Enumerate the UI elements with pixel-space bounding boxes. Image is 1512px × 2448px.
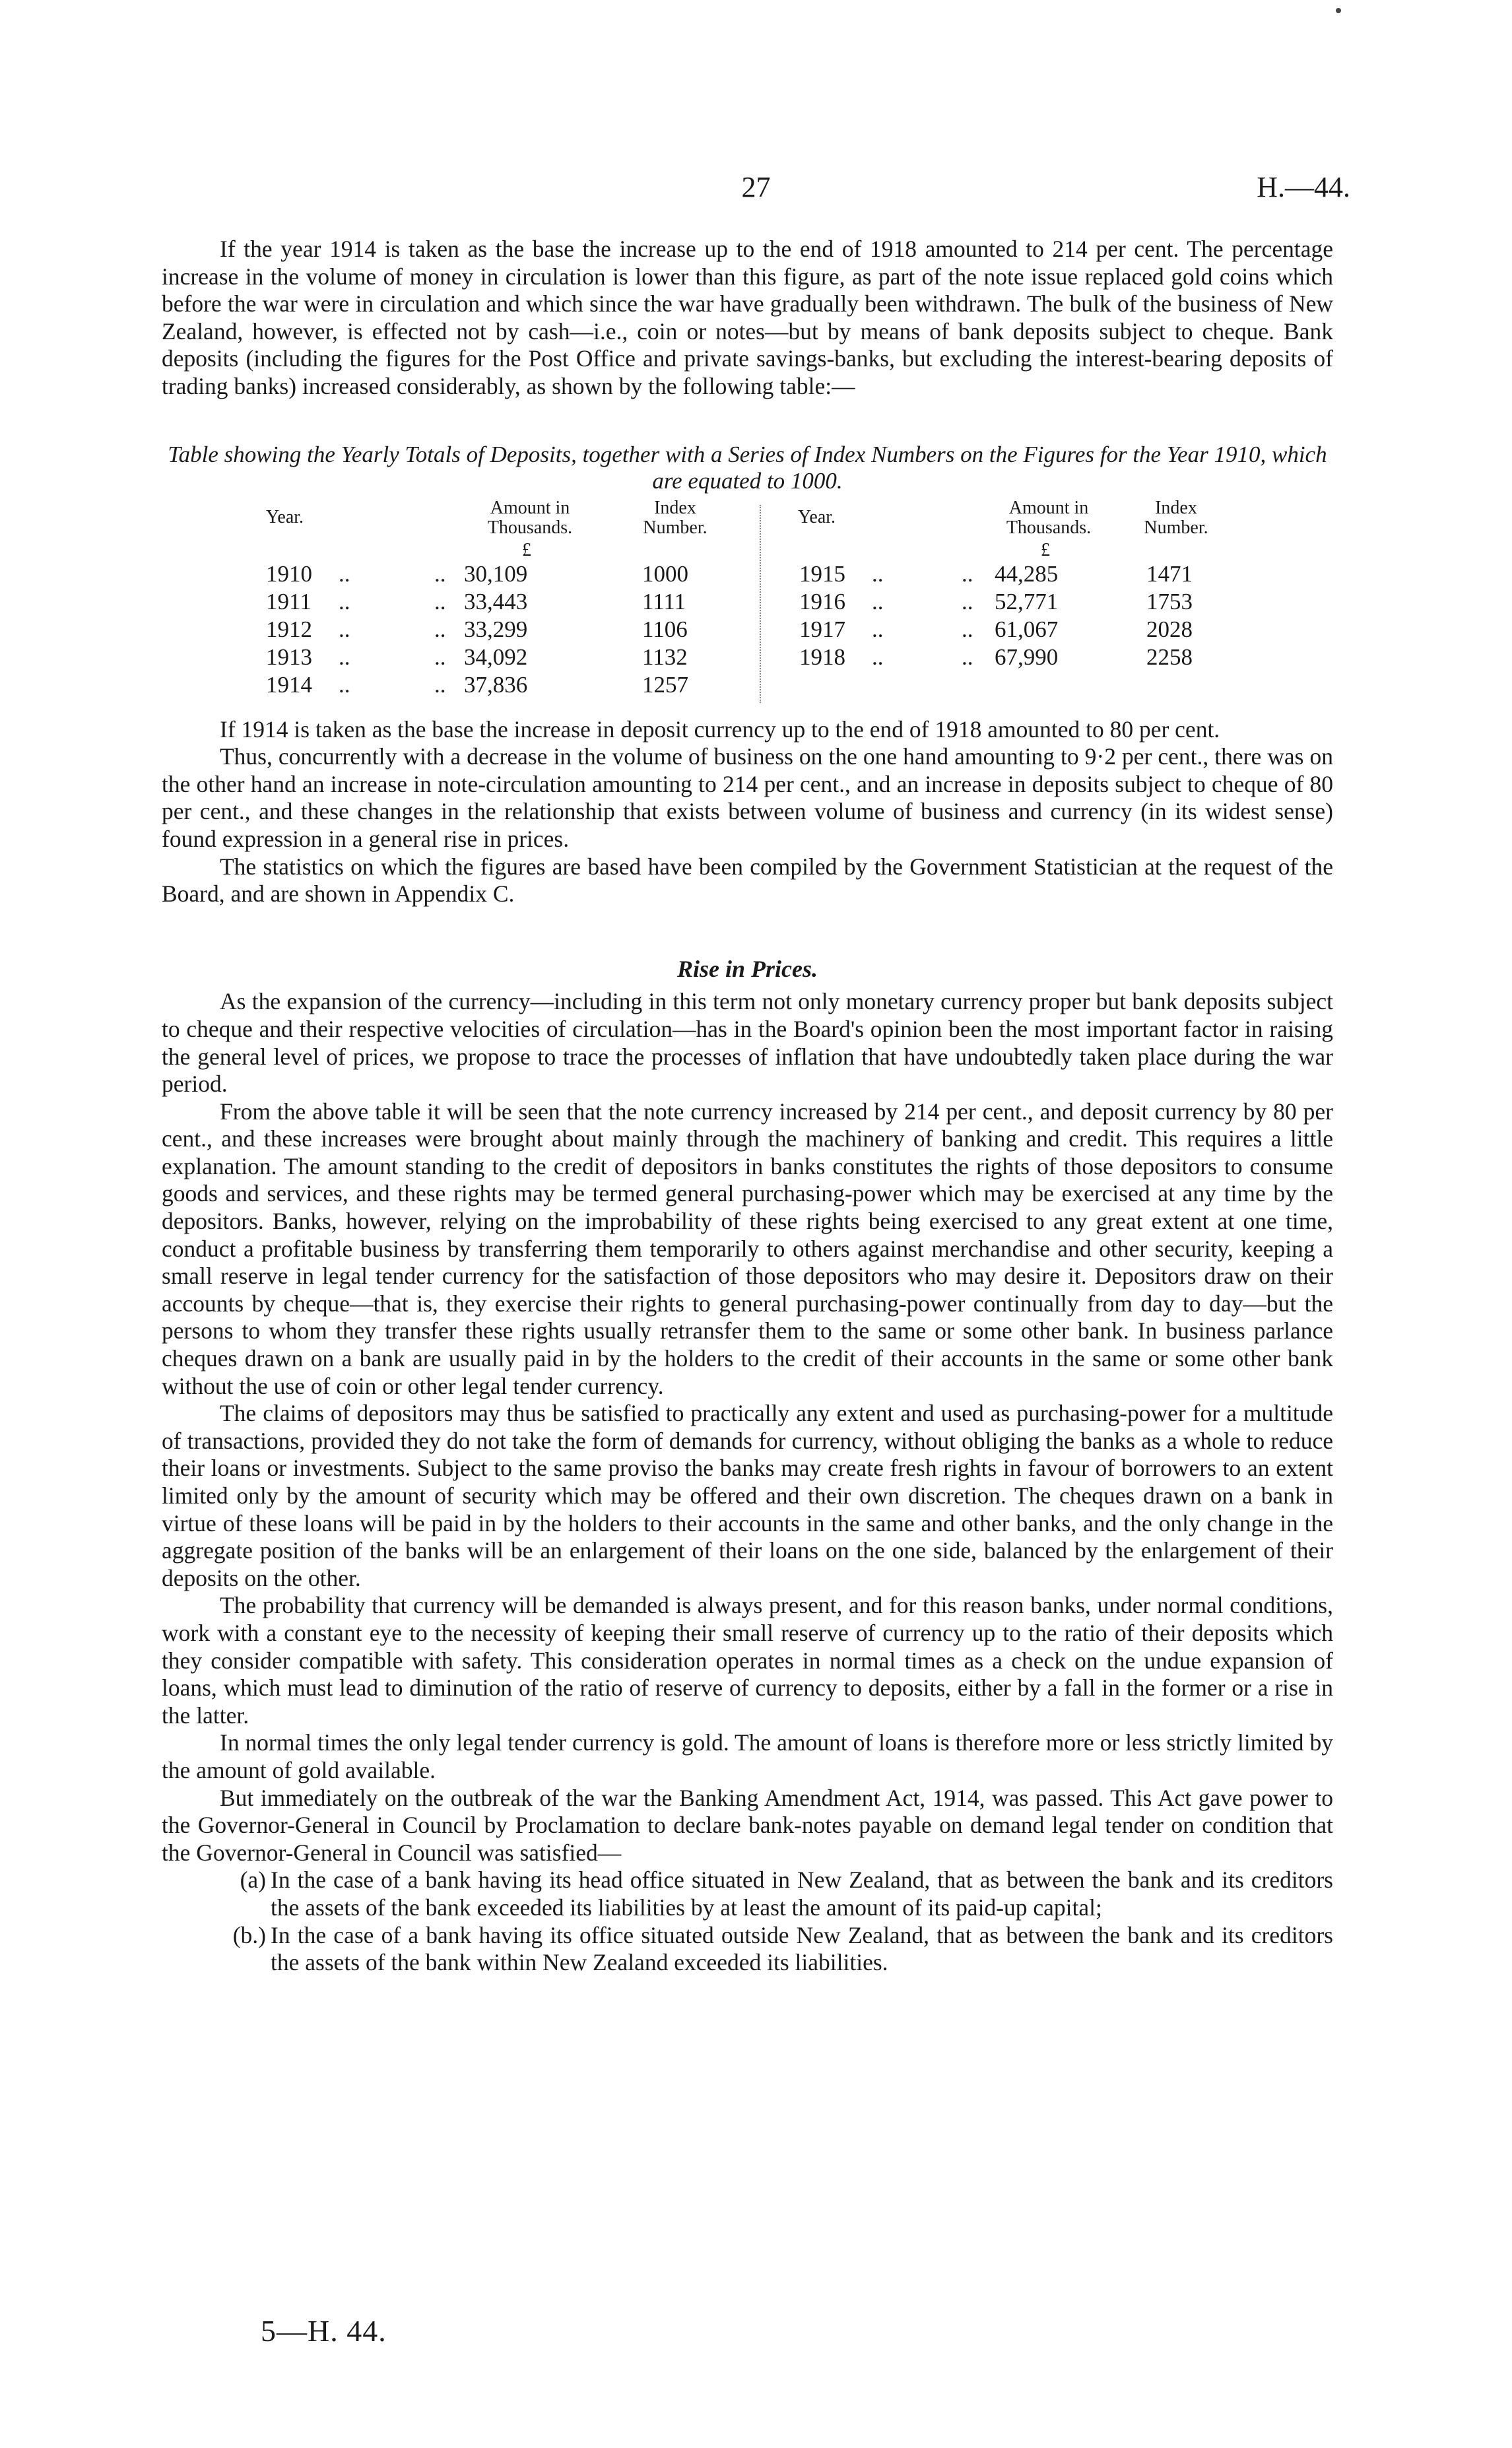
leader-dots: .. (339, 588, 350, 614)
table-row (266, 588, 728, 616)
amount-cell: 30,109 (464, 560, 528, 587)
paragraph: If 1914 is taken as the base the increase in deposit currency up to the end of 1918 amounted to 80 per cent. (220, 715, 1220, 743)
list-item-text: In the case of a bank having its head office situated in New Zealand, that as between the bank and its creditors the assets of the bank exceeded its liabilities by at least the amount of its paid-up capital; (271, 1867, 1333, 1921)
page-number: 27 (741, 171, 771, 203)
leader-dots: .. (872, 588, 884, 614)
list-item (162, 1922, 1333, 1977)
body-text-middle (162, 716, 1333, 1977)
paragraph: In normal times the only legal tender currency is gold. The amount of loans is therefore more or less strictly limited by the amount of gold available. (162, 1729, 1333, 1783)
leader-dots: .. (339, 616, 350, 642)
paragraph: But immediately on the outbreak of the war the Banking Amendment Act, 1914, was passed. This Act gave power to the Governor-General in Council by Proclamation to declare bank-notes payable on demand legal tender on condition that the Governor-General in Council was satisfied— (162, 1784, 1333, 1866)
leader-dots: .. (434, 671, 446, 698)
table-row (266, 671, 728, 699)
index-cell: 2028 (1146, 616, 1193, 642)
year-cell: 1916 (799, 588, 845, 614)
amount-cell: 44,285 (995, 560, 1059, 587)
index-cell: 1132 (642, 644, 688, 670)
index-cell: 1106 (642, 616, 688, 642)
deposits-table (266, 498, 1414, 716)
table-right-rows (791, 560, 1293, 671)
leader-dots: .. (339, 560, 350, 587)
index-cell: 1257 (642, 671, 688, 698)
paragraph: As the expansion of the currency—including in this term not only monetary currency proper but bank deposits subject to cheque and their respective velocities of circulation—has in the Board's opinion been the most important factor in raising the general level of prices, we propose to trace the processes of inflation that have undoubtedly taken place during the war period. (162, 988, 1333, 1098)
paragraph: If the year 1914 is taken as the base the increase up to the end of 1918 amounted to 214 per cent. The percentage increase in the volume of money in circulation is lower than this figure, as part of the note issue replaced gold coins which before the war were in circulation and which since the war have gradually been withdrawn. The bulk of the business of New Zealand, however, is effected not by cash—i.e., coin or notes—but by means of bank deposits subject to cheque. Bank deposits (including the figures for the Post Office and private savings-banks, but excluding the interest-bearing deposits of trading banks) increased considerably, as shown by the following table:— (162, 236, 1333, 399)
list-item-label: (b.) (232, 1921, 266, 1948)
list-item-text: In the case of a bank having its office situated outside New Zealand, that as between the bank and its creditors the assets of the bank within New Zealand exceeded its liabilities. (271, 1921, 1333, 1976)
leader-dots: .. (872, 644, 884, 670)
table-row (791, 588, 1293, 616)
document-reference: H.—44. (1257, 171, 1350, 203)
leader-dots: .. (872, 560, 884, 587)
paragraph: From the above table it will be seen that the note currency increased by 214 per cent., and deposit currency by 80 per cent., and these increases were brought about mainly through the machinery of banking and credit. This requires a little explanation. The amount standing to the credit of depositors in banks constitutes the rights of those depositors to consume goods and services, and these rights may be termed general purchasing-power which may be exercised at any time by the depositors. Banks, however, relying on the improbability of these rights being exercised to any great extent at one time, conduct a profitable business by transferring them temporarily to others against merchandise and other security, keeping a small reserve in legal tender currency for the satisfaction of those depositors who may desire it. Depositors draw on their accounts by cheque—that is, they exercise their rights to general purchasing-power continually from day to day—but the persons to whom they transfer these rights usually retransfer them to the same or some other bank. In business parlance cheques drawn on a bank are usually paid in by the holders to the credit of their accounts in the same or some other bank without the use of coin or other legal tender currency. (162, 1098, 1333, 1399)
table-left-rows (266, 560, 728, 699)
header-year: Year. (798, 506, 836, 527)
leader-dots: .. (962, 616, 973, 642)
paragraph: Thus, concurrently with a decrease in the volume of business on the one hand amounting to 9·2 per cent., there was on the other hand an increase in note-circulation amounting to 214 per cent., and an increase in deposits subject to cheque of 80 per cent., and these changes in the relationship that exists between volume of business and currency (in its widest sense) found expression in a general rise in prices. (162, 743, 1333, 852)
leader-dots: .. (434, 644, 446, 670)
amount-cell: 33,443 (464, 588, 528, 614)
page-header (162, 170, 1350, 210)
leader-dots: .. (434, 560, 446, 587)
page-footer: 5—H. 44. (261, 2314, 387, 2348)
leader-dots: .. (339, 671, 350, 698)
table-row (266, 560, 728, 588)
amount-cell: 61,067 (995, 616, 1059, 642)
leader-dots: .. (962, 644, 973, 670)
index-cell: 1111 (642, 588, 686, 614)
index-cell: 1000 (642, 560, 688, 587)
table-row (791, 644, 1293, 671)
leader-dots: .. (962, 588, 973, 614)
header-index: Index Number. (1144, 497, 1208, 538)
table-row (266, 616, 728, 644)
list-item-label: (a) (240, 1867, 266, 1894)
amount-cell: 67,990 (995, 644, 1059, 670)
leader-dots: .. (872, 616, 884, 642)
table-row (791, 616, 1293, 644)
year-cell: 1913 (266, 644, 312, 670)
amount-cell: 52,771 (995, 588, 1059, 614)
header-year: Year. (266, 506, 304, 527)
year-cell: 1910 (266, 560, 312, 587)
header-amount: Amount in Thousands. (1006, 497, 1092, 538)
speck (1336, 8, 1341, 13)
header-unit: £ (522, 539, 531, 560)
year-cell: 1912 (266, 616, 312, 642)
amount-cell: 37,836 (464, 671, 528, 698)
paragraph: The probability that currency will be demanded is always present, and for this reason banks, under normal conditions, work with a constant eye to the necessity of keeping their small reserve of currency up to the ratio of their deposits which they consider compatible with safety. This consideration operates in normal times as a check on the undue expansion of loans, which must lead to diminution of the ratio of reserve of currency to deposits, either by a fall in the former or a rise in the latter. (162, 1592, 1333, 1729)
index-cell: 1471 (1146, 560, 1193, 587)
leader-dots: .. (339, 644, 350, 670)
table-row (791, 560, 1293, 588)
header-index: Index Number. (643, 497, 707, 538)
paragraph: The statistics on which the figures are based have been compiled by the Government Statistician at the request of the Board, and are shown in Appendix C. (162, 853, 1333, 908)
year-cell: 1918 (799, 644, 845, 670)
index-cell: 1753 (1146, 588, 1193, 614)
amount-cell: 34,092 (464, 644, 528, 670)
header-amount: Amount in Thousands. (487, 497, 573, 538)
leader-dots: .. (962, 560, 973, 587)
year-cell: 1915 (799, 560, 845, 587)
amount-cell: 33,299 (464, 616, 528, 642)
column-divider (760, 505, 761, 703)
list-item (162, 1867, 1333, 1921)
page-body (162, 236, 1333, 1977)
year-cell: 1914 (266, 671, 312, 698)
header-unit: £ (1041, 539, 1050, 560)
section-title: Rise in Prices. (677, 955, 818, 982)
table-caption: Table showing the Yearly Totals of Deposits, together with a Series of Index Numbers on the Figures for the Year 1910, which are equated to 1000. (168, 441, 1327, 494)
year-cell: 1917 (799, 616, 845, 642)
year-cell: 1911 (266, 588, 312, 614)
leader-dots: .. (434, 616, 446, 642)
leader-dots: .. (434, 588, 446, 614)
table-row (266, 644, 728, 671)
paragraph: The claims of depositors may thus be satisfied to practically any extent and used as purchasing-power for a multitude of transactions, provided they do not take the form of demands for currency, without obliging the banks as a whole to reduce their loans or investments. Subject to the same proviso the banks may create fresh rights in favour of borrowers to an extent limited only by the amount of security which may be offered and their own discretion. The cheques drawn on a bank in virtue of these loans will be paid in by the holders to their accounts in the same and other banks, and the only change in the aggregate position of the banks will be an enlargement of their loans on the one side, balanced by the enlargement of their deposits on the other. (162, 1400, 1333, 1591)
index-cell: 2258 (1146, 644, 1193, 670)
